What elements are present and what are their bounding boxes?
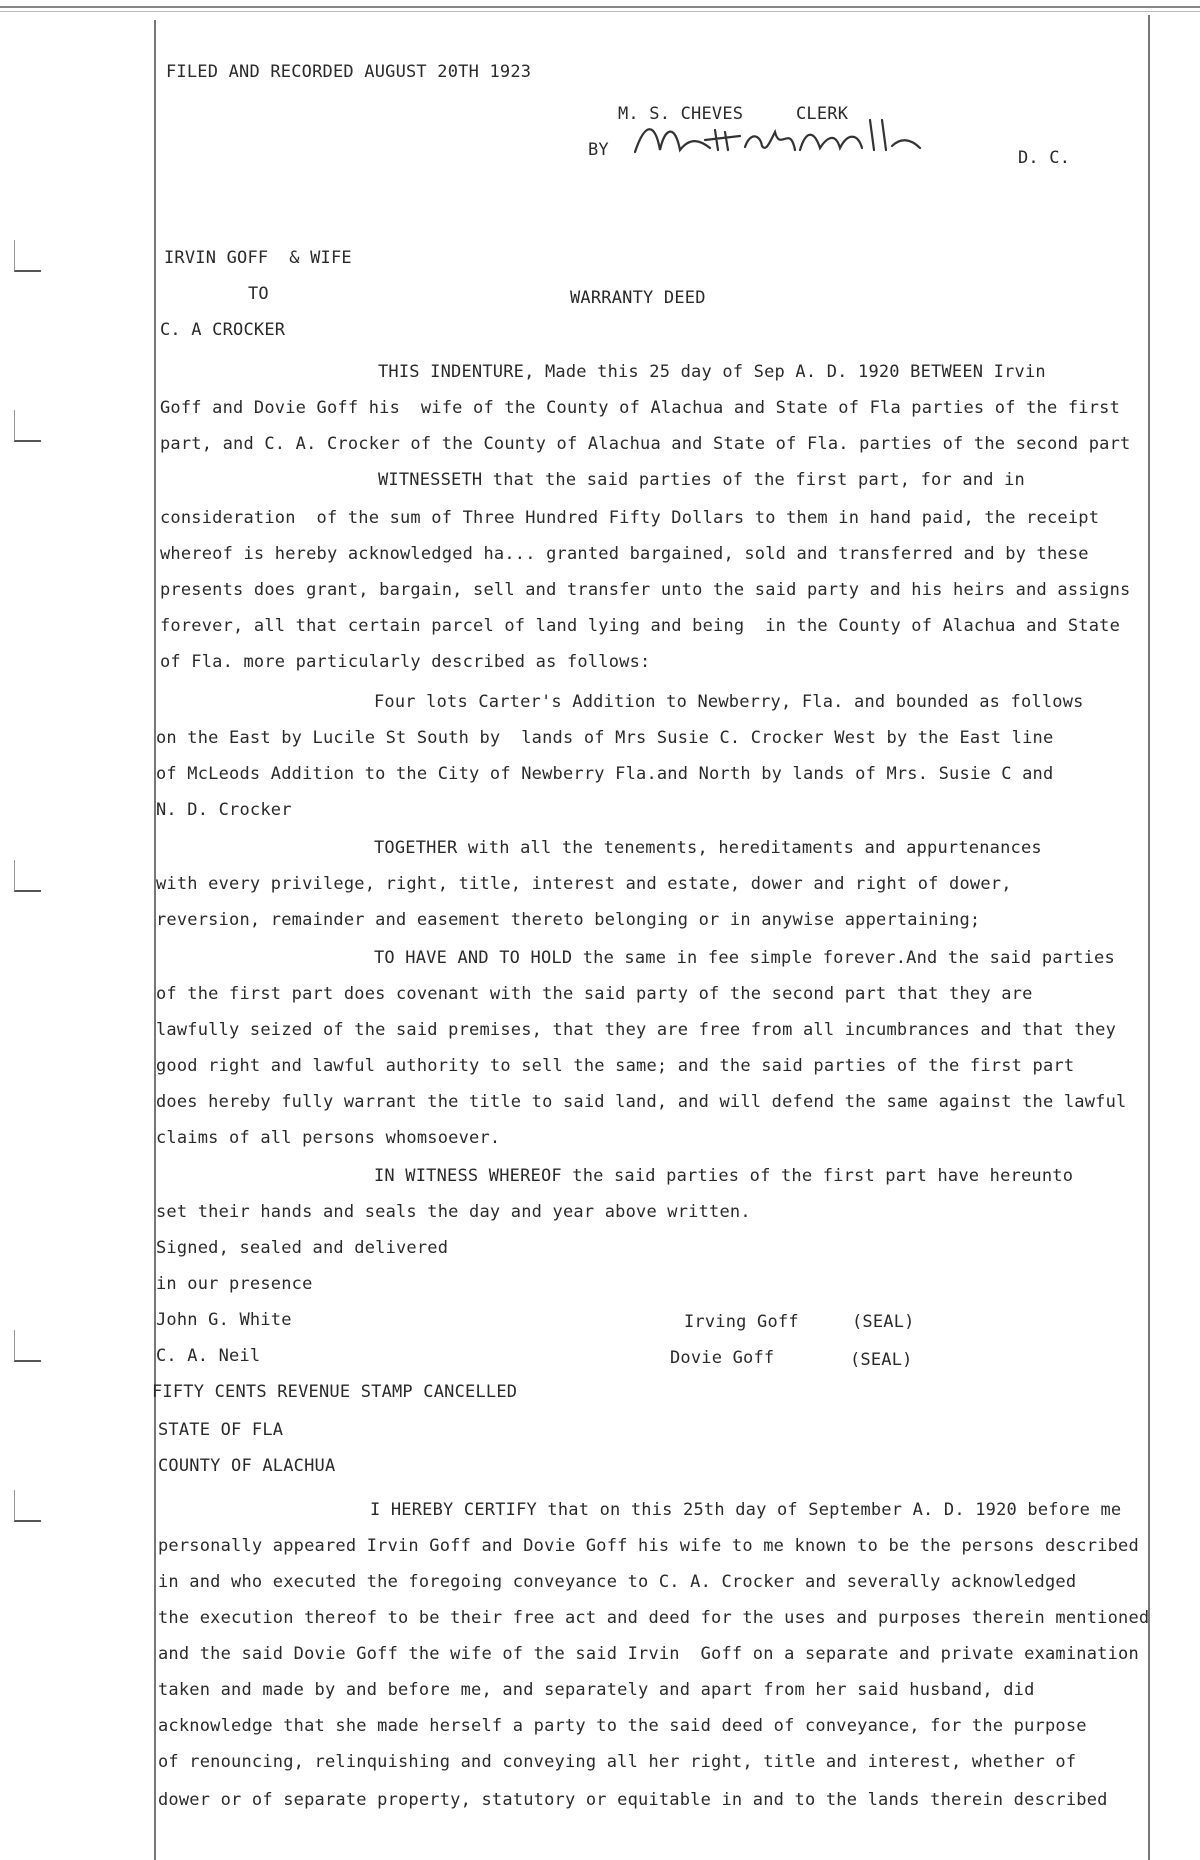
binder-mark bbox=[14, 240, 41, 272]
dc-label: D. C. bbox=[1018, 148, 1071, 168]
top-rule bbox=[0, 6, 1200, 12]
seal-1: (SEAL) bbox=[852, 1312, 915, 1332]
stamp-note: FIFTY CENTS REVENUE STAMP CANCELLED bbox=[152, 1382, 518, 1402]
body-line: in our presence bbox=[156, 1274, 313, 1294]
caption-grantor: IRVIN GOFF & WIFE bbox=[164, 248, 352, 268]
cert-line: dower or of separate property, statutory or equitable in and to the lands therein described bbox=[158, 1790, 1108, 1810]
body-line: good right and lawful authority to sell the same; and the said parties of the first part bbox=[156, 1056, 1075, 1076]
body-line: N. D. Crocker bbox=[156, 800, 292, 820]
binder-mark bbox=[14, 1330, 41, 1362]
state-label: STATE OF FLA bbox=[158, 1420, 284, 1440]
body-line: IN WITNESS WHEREOF the said parties of the first part have hereunto bbox=[374, 1166, 1074, 1186]
cert-line: the execution thereof to be their free act and deed for the uses and purposes therein mentioned bbox=[158, 1608, 1150, 1628]
cert-line: I HEREBY CERTIFY that on this 25th day of September A. D. 1920 before me bbox=[370, 1500, 1122, 1520]
body-line: Signed, sealed and delivered bbox=[156, 1238, 449, 1258]
body-line: WITNESSETH that the said parties of the first part, for and in bbox=[378, 470, 1025, 490]
seal-2: (SEAL) bbox=[850, 1350, 913, 1370]
right-margin-rule bbox=[1148, 15, 1150, 1860]
body-line: forever, all that certain parcel of land lying and being in the County of Alachua and State bbox=[160, 616, 1121, 636]
body-line: does hereby fully warrant the title to said land, and will defend the same against the lawful bbox=[156, 1092, 1127, 1112]
body-line: claims of all persons whomsoever. bbox=[156, 1128, 501, 1148]
body-line: Four lots Carter's Addition to Newberry, Fla. and bounded as follows bbox=[374, 692, 1084, 712]
body-line: reversion, remainder and easement thereto belonging or in anywise appertaining; bbox=[156, 910, 981, 930]
body-line: whereof is hereby acknowledged ha... granted bargained, sold and transferred and by these bbox=[160, 544, 1089, 564]
body-line: of Fla. more particularly described as follows: bbox=[160, 652, 651, 672]
body-line: lawfully seized of the said premises, that they are free from all incumbrances and that they bbox=[156, 1020, 1117, 1040]
body-line: consideration of the sum of Three Hundred Fifty Dollars to them in hand paid, the receipt bbox=[160, 508, 1100, 528]
cert-line: taken and made by and before me, and separately and apart from her said husband, did bbox=[158, 1680, 1035, 1700]
caption-to: TO bbox=[248, 284, 269, 304]
witness-1: John G. White bbox=[156, 1310, 292, 1330]
signer-2: Dovie Goff bbox=[670, 1348, 775, 1368]
body-line: THIS INDENTURE, Made this 25 day of Sep A. D. 1920 BETWEEN Irvin bbox=[378, 362, 1046, 382]
body-line: set their hands and seals the day and year above written. bbox=[156, 1202, 751, 1222]
body-line: of the first part does covenant with the said party of the second part that they are bbox=[156, 984, 1033, 1004]
clerk-title: CLERK bbox=[796, 104, 849, 124]
body-line: part, and C. A. Crocker of the County of Alachua and State of Fla. parties of the second part bbox=[160, 434, 1131, 454]
caption-doc-type: WARRANTY DEED bbox=[570, 288, 706, 308]
body-line: with every privilege, right, title, interest and estate, dower and right of dower, bbox=[156, 874, 1012, 894]
body-line: TOGETHER with all the tenements, hereditaments and appurtenances bbox=[374, 838, 1042, 858]
body-line: Goff and Dovie Goff his wife of the County of Alachua and State of Fla parties of the first bbox=[160, 398, 1121, 418]
witness-2: C. A. Neil bbox=[156, 1346, 261, 1366]
cert-line: of renouncing, relinquishing and conveying all her right, title and interest, whether of bbox=[158, 1752, 1077, 1772]
body-line: of McLeods Addition to the City of Newberry Fla.and North by lands of Mrs. Susie C and bbox=[156, 764, 1054, 784]
cert-line: in and who executed the foregoing conveyance to C. A. Crocker and severally acknowledged bbox=[158, 1572, 1077, 1592]
body-line: presents does grant, bargain, sell and transfer unto the said party and his heirs and assigns bbox=[160, 580, 1131, 600]
cert-line: personally appeared Irvin Goff and Dovie Goff his wife to me known to be the persons described bbox=[158, 1536, 1139, 1556]
filed-line: FILED AND RECORDED AUGUST 20TH 1923 bbox=[166, 62, 532, 82]
binder-mark bbox=[14, 410, 41, 442]
county-label: COUNTY OF ALACHUA bbox=[158, 1456, 336, 1476]
caption-grantee: C. A CROCKER bbox=[160, 320, 286, 340]
body-line: on the East by Lucile St South by lands of Mrs Susie C. Crocker West by the East line bbox=[156, 728, 1054, 748]
binder-mark bbox=[14, 860, 41, 892]
cert-line: acknowledge that she made herself a party to the said deed of conveyance, for the purpose bbox=[158, 1716, 1087, 1736]
clerk-signature bbox=[630, 112, 930, 172]
left-margin-rule bbox=[154, 20, 156, 1860]
binder-mark bbox=[14, 1490, 41, 1522]
clerk-name: M. S. CHEVES bbox=[618, 104, 744, 124]
body-line: TO HAVE AND TO HOLD the same in fee simple forever.And the said parties bbox=[374, 948, 1115, 968]
cert-line: and the said Dovie Goff the wife of the said Irvin Goff on a separate and private examination bbox=[158, 1644, 1139, 1664]
by-label: BY bbox=[588, 140, 609, 160]
signer-1: Irving Goff bbox=[684, 1312, 799, 1332]
